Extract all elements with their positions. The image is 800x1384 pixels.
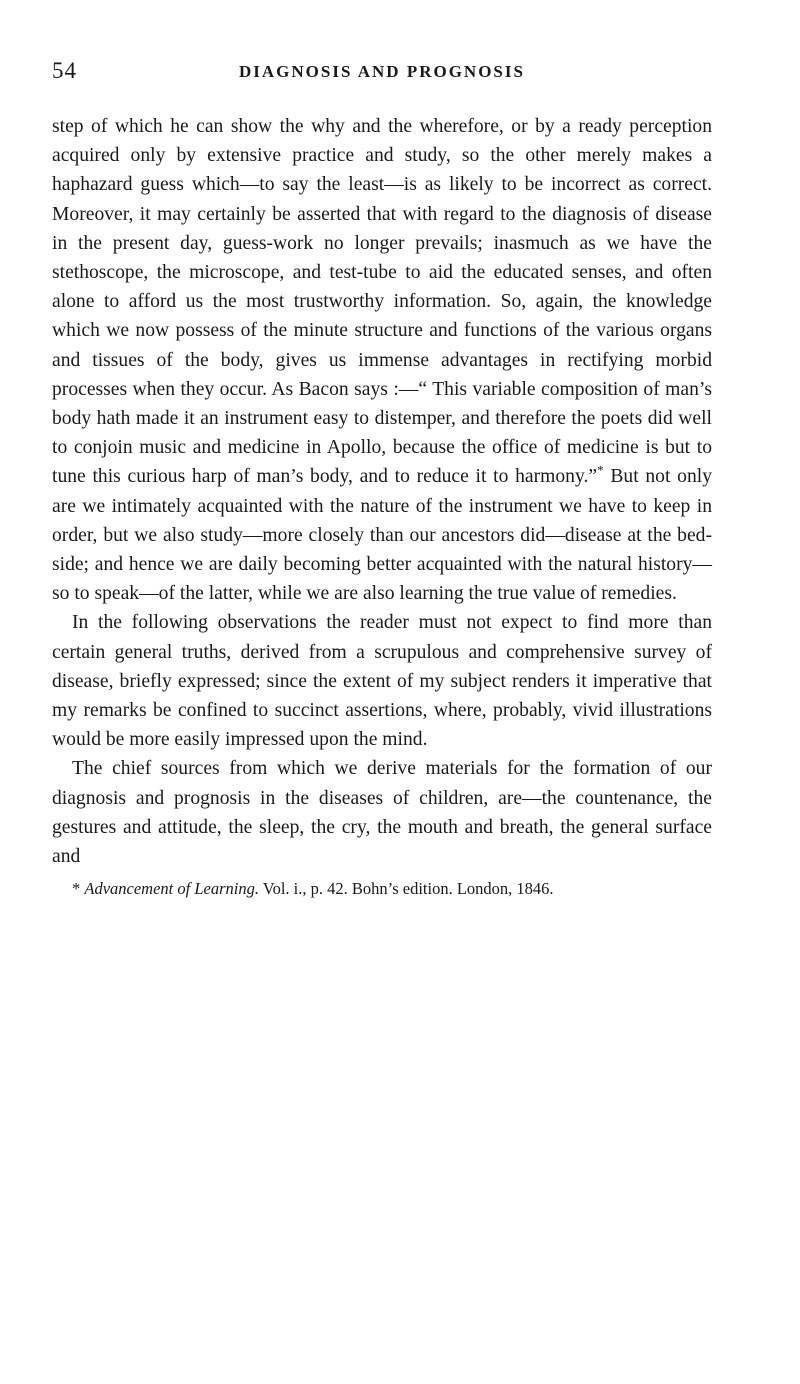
body-text xyxy=(52,112,712,871)
footnote-citation: Vol. i., p. 42. Bohn’s edition. London, 1846. xyxy=(258,879,554,899)
paragraph-text: step of which he can show the why and the wherefore, or by a ready perception acquired only by extensive practice and study, so the other merely makes a haphazard guess which—to say the least—is as likely to be incorrect as correct. Moreover, it may certainly be asserted that with regard to the diagnosis of disease in the present day, guess-work no longer prevails; inasmuch as we have the stethoscope, the microscope, and test-tube to aid the educated senses, and often alone to afford us the most trustworthy information. So, again, the knowledge which we now possess of the minute structure and functions of the various organs and tissues of the body, gives us immense advantages in rectifying morbid processes when they occur. As Bacon says :—“ This variable composition of man’s body hath made it an instrument easy to distemper, and therefore the poets did well to conjoin music and medicine in Apollo, because the office of medicine is but to tune this curious harp of man’s body, and to reduce it to harmony.” xyxy=(52,116,712,488)
footnote-work-title: Advancement of Learning. xyxy=(84,879,259,899)
book-page xyxy=(52,58,712,900)
page-header xyxy=(52,58,712,88)
paragraph xyxy=(52,112,712,608)
paragraph: The chief sources from which we derive materials for the formation of our diagnosis and prognosis in the diseases of children, are—the countenance, the gestures and attitude, the sleep, the cry, the mouth and breath, the general surface and xyxy=(52,758,712,868)
footnote-reference: * xyxy=(597,462,604,478)
footnote-mark: * xyxy=(72,879,81,899)
footnote xyxy=(52,877,712,900)
page-number: 54 xyxy=(52,58,77,83)
running-head: DIAGNOSIS AND PROGNOSIS xyxy=(239,62,525,81)
paragraph: In the following observations the reader must not expect to find more than certain general truths, derived from a scrupulous and comprehensive survey of disease, briefly expressed; since the extent of my subject renders it imperative that my remarks be confined to succinct assertions, where, probably, vivid illustrations would be more easily impressed upon the mind. xyxy=(52,612,712,751)
paragraph-text: But not only are we intimately acquainted with the nature of the instrument we have to keep in order, but we also study—more closely than our ancestors did—disease at the bed-side; and hence we are daily becoming better acquainted with the natural history—so to speak—of the latter, while we are also learning the true value of remedies. xyxy=(52,466,712,605)
